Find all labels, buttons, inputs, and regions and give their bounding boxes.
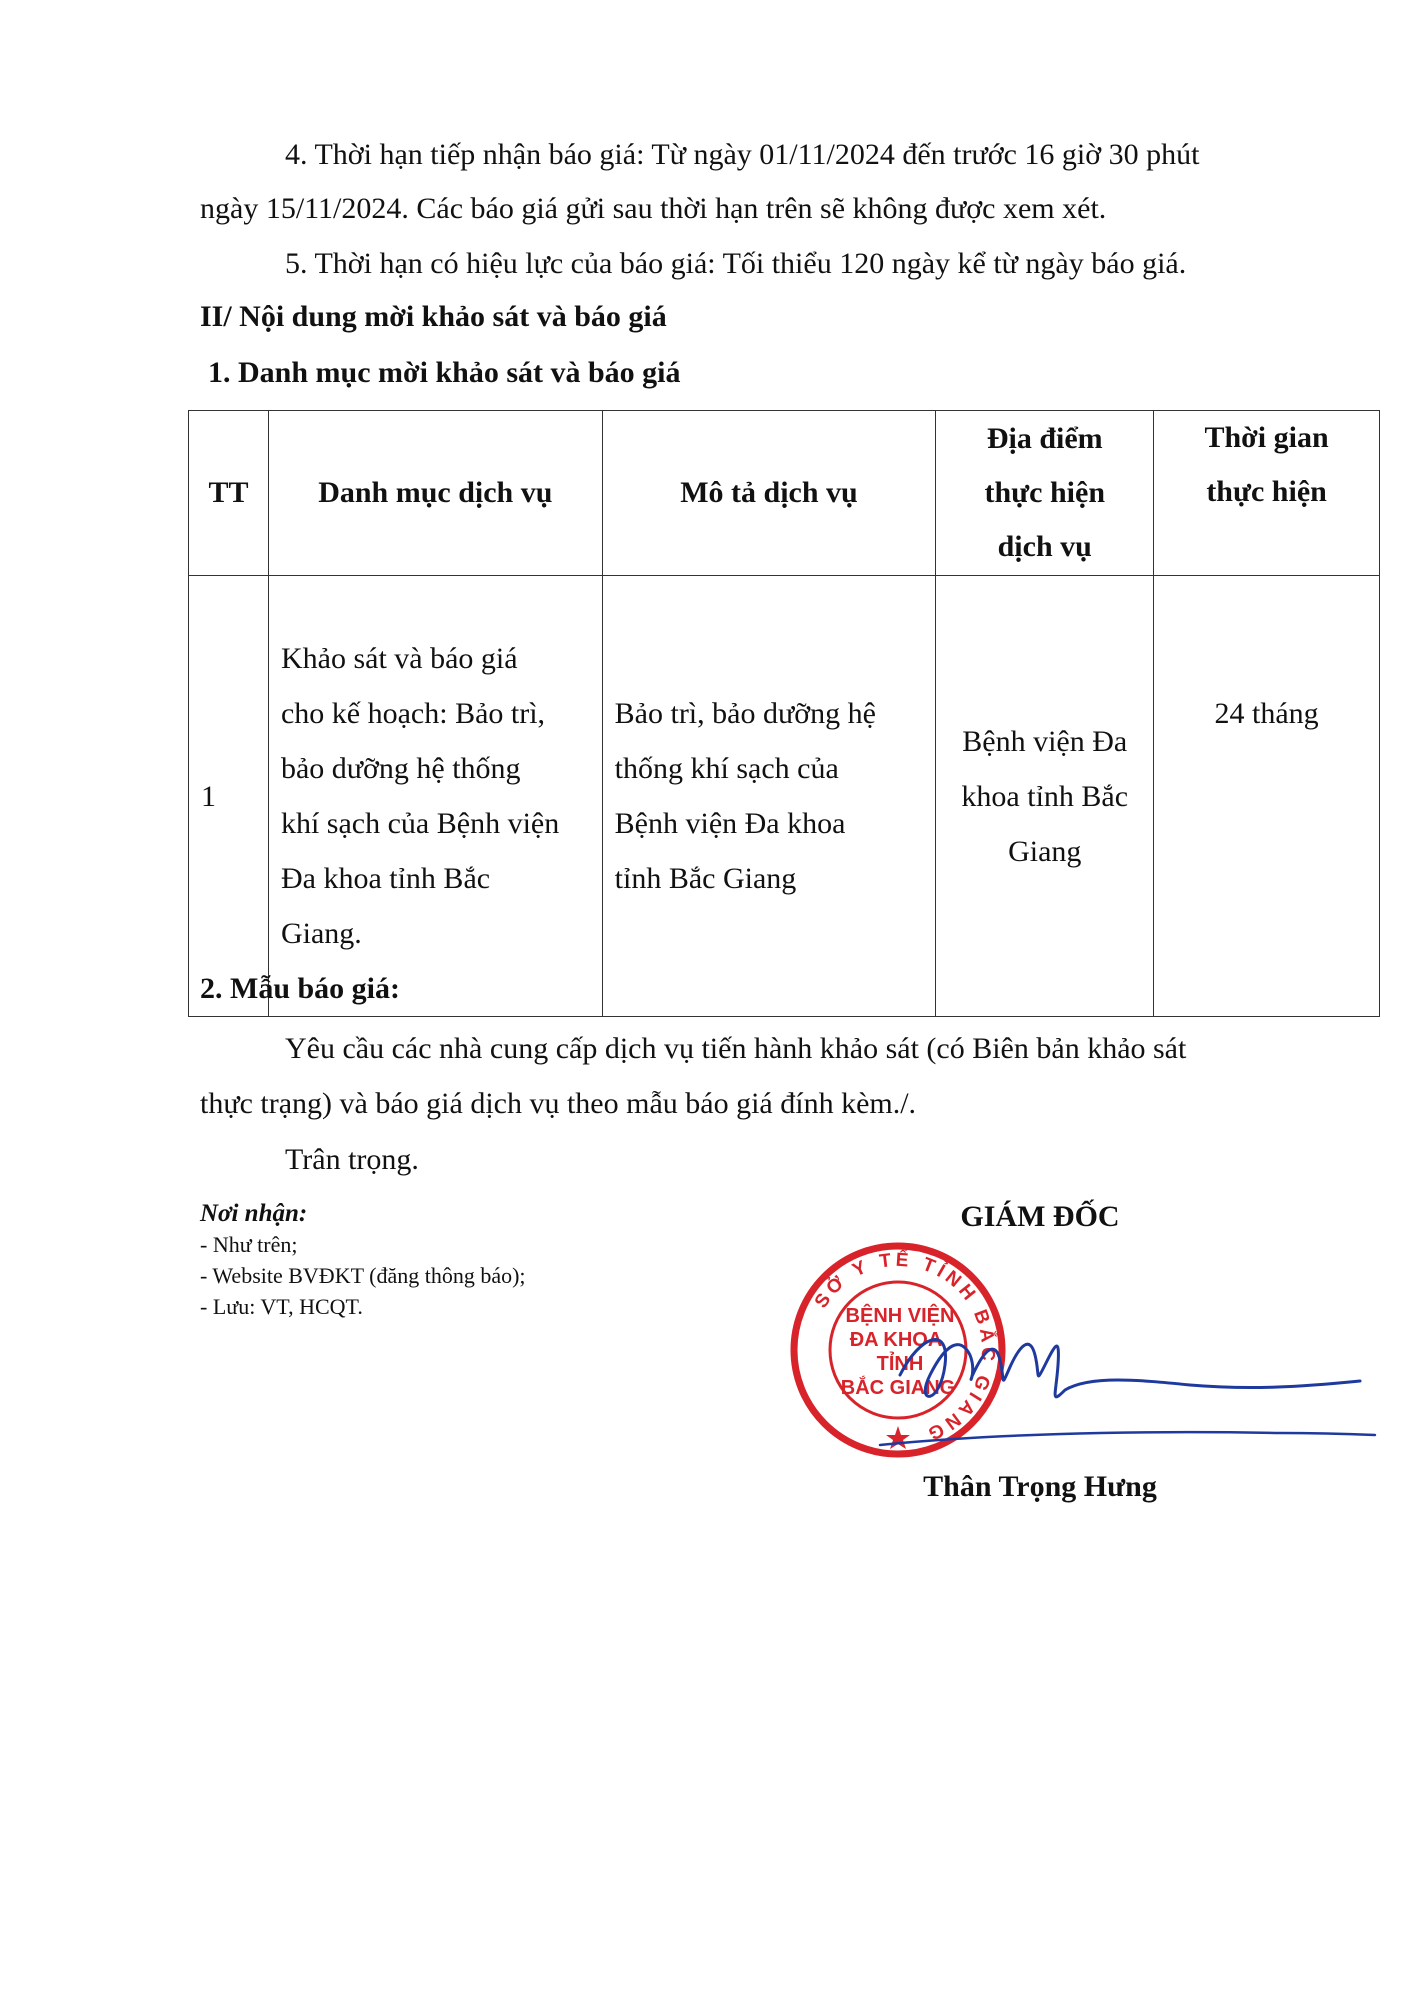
header-service: Danh mục dịch vụ [268, 411, 602, 576]
cell-location-line: Giang [1008, 834, 1082, 868]
header-tt: TT [189, 411, 269, 576]
section-2-body-line-1: Yêu cầu các nhà cung cấp dịch vụ tiến hành khảo sát (có Biên bản khảo sát [285, 1032, 1187, 1065]
svg-text:ĐA KHOA: ĐA KHOA [849, 1329, 943, 1351]
cell-location [936, 576, 1154, 1017]
cell-tt: 1 [189, 576, 269, 1017]
section-1-heading: 1. Danh mục mời khảo sát và báo giá [208, 356, 681, 389]
cell-description-line: tỉnh Bắc Giang [614, 862, 797, 895]
cell-description-line: Bệnh viện Đa khoa [614, 807, 846, 840]
header-time [1154, 411, 1380, 576]
signer-name: Thân Trọng Hưng [923, 1470, 1157, 1503]
header-location [936, 411, 1154, 576]
recipient-item: - Lưu: VT, HCQT. [200, 1294, 363, 1319]
signer-position: GIÁM ĐỐC [960, 1200, 1120, 1233]
header-location-line: Địa điểm [986, 422, 1103, 455]
recipients-title: Nơi nhận: [200, 1200, 308, 1227]
director-signature [860, 1295, 1380, 1475]
svg-text:TỈNH: TỈNH [876, 1353, 924, 1375]
section-2-body-line-2: thực trạng) và báo giá dịch vụ theo mẫu báo giá đính kèm./. [200, 1087, 917, 1120]
cell-description-line: Bảo trì, bảo dưỡng hệ [614, 697, 876, 730]
cell-service-line: Khảo sát và báo giá [280, 642, 518, 675]
cell-location-line: Bệnh viện Đa [962, 724, 1128, 758]
table-header-row [189, 411, 1380, 576]
cell-service-line: cho kế hoạch: Bảo trì, [280, 697, 546, 730]
header-location-line: dịch vụ [997, 530, 1092, 563]
cell-location-line: khoa tỉnh Bắc [961, 779, 1129, 813]
cell-description-line: thống khí sạch của [614, 752, 839, 785]
table-row [189, 576, 1380, 1017]
cell-service [268, 576, 602, 1017]
recipient-item: - Như trên; [200, 1232, 298, 1257]
header-time-line: thực hiện [1206, 475, 1327, 508]
service-table [188, 410, 1380, 1017]
header-location-line: thực hiện [984, 476, 1105, 509]
svg-text:SỞ Y TẾ TỈNH BẮC GIANG: SỞ Y TẾ TỈNH BẮC GIANG [810, 1249, 999, 1446]
closing-text: Trân trọng. [285, 1143, 419, 1176]
item-4-line-1: 4. Thời hạn tiếp nhận báo giá: Từ ngày 01/11/2024 đến trước 16 giờ 30 phút [285, 138, 1200, 171]
svg-text:BẮC GIANG: BẮC GIANG [840, 1377, 956, 1399]
cell-service-line: Giang. [280, 917, 362, 950]
header-description: Mô tả dịch vụ [602, 411, 936, 576]
cell-time: 24 tháng [1154, 576, 1380, 1017]
section-2-heading: 2. Mẫu báo giá: [200, 972, 401, 1005]
cell-description [602, 576, 936, 1017]
svg-text:BỆNH VIỆN: BỆNH VIỆN [845, 1305, 955, 1327]
cell-service-line: khí sạch của Bệnh viện [280, 807, 560, 840]
recipients-block [200, 1198, 526, 1322]
recipient-item: - Website BVĐKT (đăng thông báo); [200, 1263, 526, 1288]
item-5: 5. Thời hạn có hiệu lực của báo giá: Tối thiểu 120 ngày kể từ ngày báo giá. [285, 247, 1187, 280]
section-ii-heading: II/ Nội dung mời khảo sát và báo giá [200, 300, 667, 333]
cell-service-line: bảo dưỡng hệ thống [280, 752, 521, 785]
cell-service-line: Đa khoa tỉnh Bắc [280, 862, 491, 895]
item-4-line-2: ngày 15/11/2024. Các báo giá gửi sau thời hạn trên sẽ không được xem xét. [200, 192, 1107, 225]
header-time-line: Thời gian [1204, 421, 1329, 454]
